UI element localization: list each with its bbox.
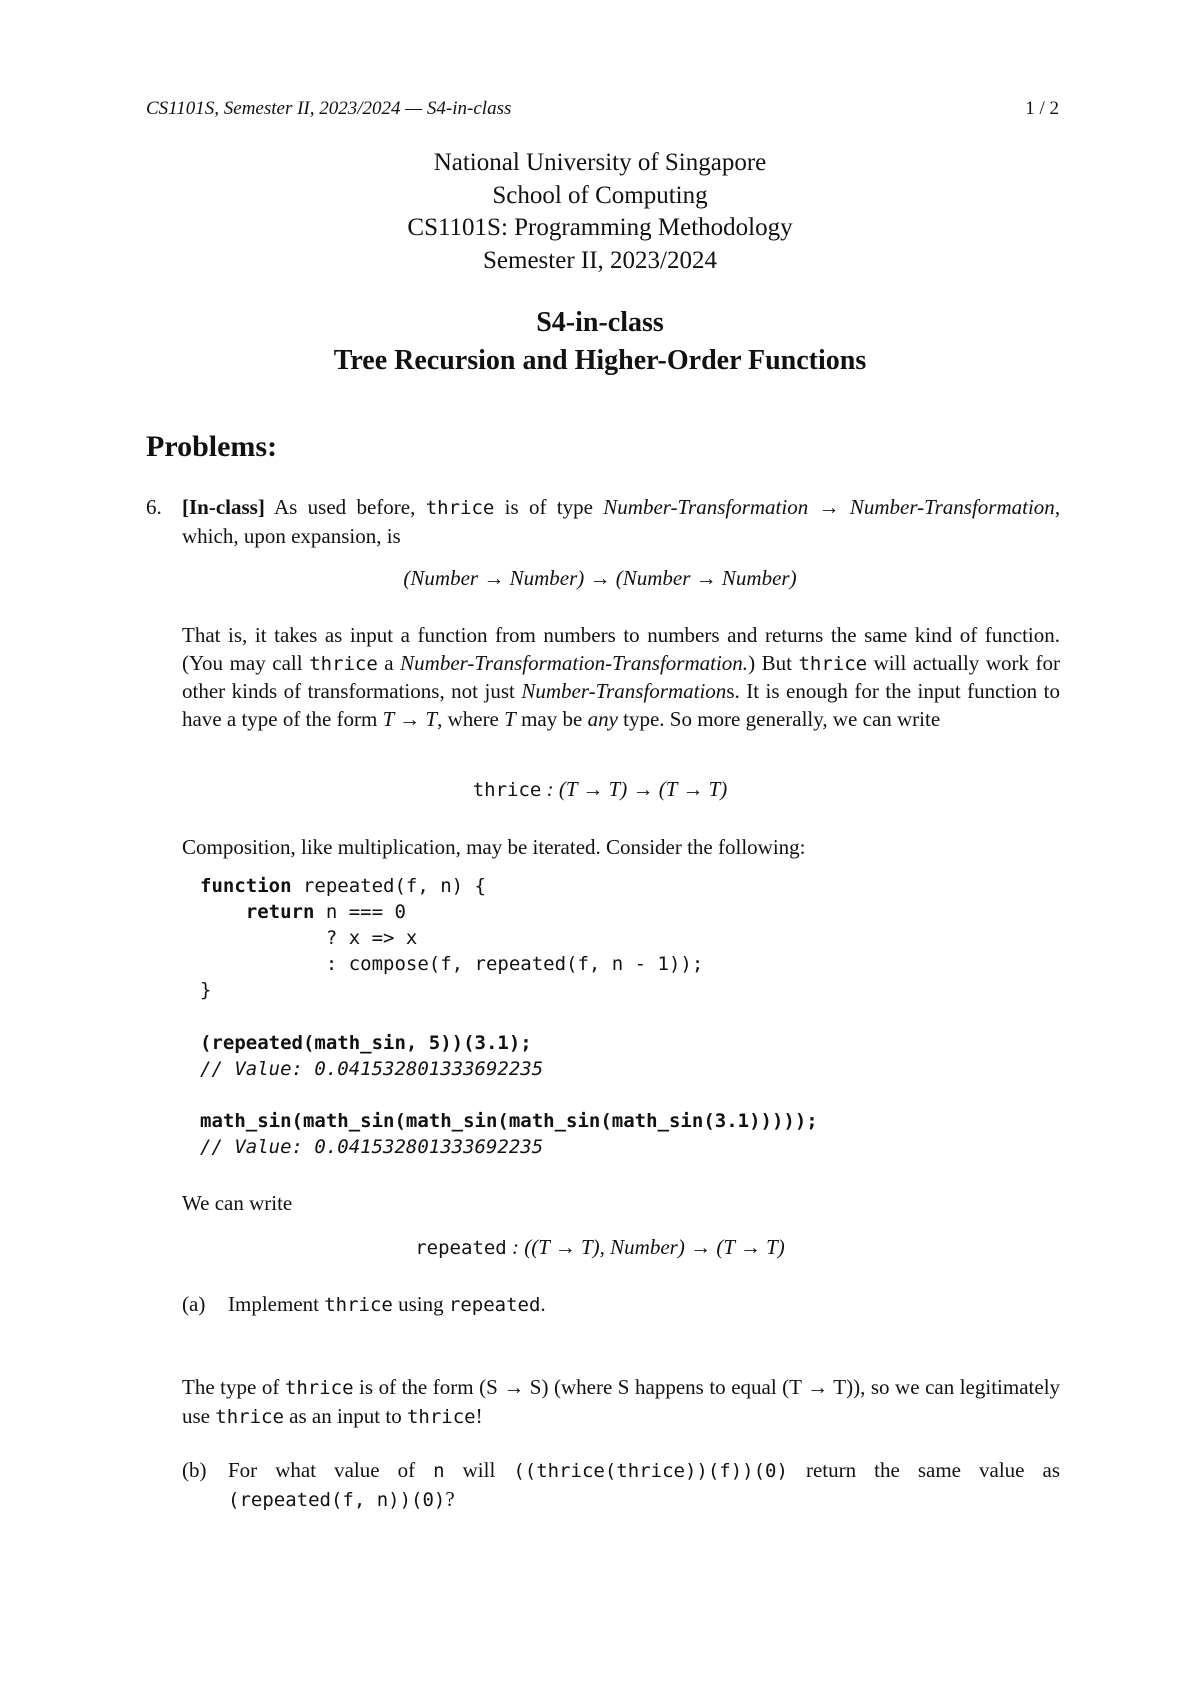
code-line-2: n === 0 <box>314 901 406 923</box>
problem-tag: [In-class] <box>182 495 265 519</box>
part-b-label: (b) <box>182 1458 207 1482</box>
code-line-5: } <box>200 979 212 1001</box>
code-repeated: repeated <box>448 1294 541 1316</box>
part-a <box>182 1291 1060 1320</box>
part-b <box>182 1457 1061 1514</box>
p2-text-9: , where <box>437 706 499 731</box>
page-number: 1 / 2 <box>1025 98 1059 119</box>
title-line-2: Tree Recursion and Higher-Order Functions <box>333 345 867 376</box>
section-heading: Problems: <box>146 430 278 463</box>
course-name: CS1101S: Programming Methodology <box>407 214 793 241</box>
part-a-text-2: using <box>398 1292 444 1316</box>
p2-text-3: Number-Transformation-Transformation. <box>400 650 749 675</box>
code-line-1: repeated(f, n) { <box>291 875 486 897</box>
code-thrice: thrice <box>472 779 542 801</box>
university-name: National University of Singapore <box>433 149 767 176</box>
part-b-text-4: ? <box>445 1486 455 1511</box>
p2-text-12: any <box>587 706 618 731</box>
composition-text: Composition, like multiplication, may be iterated. Consider the following: <box>182 835 806 859</box>
semester-name: Semester II, 2023/2024 <box>483 246 717 274</box>
school-name: School of Computing <box>492 181 708 209</box>
institution-block <box>0 147 1200 277</box>
code-line-2-kw: return <box>200 901 315 923</box>
repeated-signature <box>0 1235 1200 1260</box>
problem-intro <box>146 494 1061 550</box>
type-name: Number-Transformation → Number-Transformation <box>603 495 1055 519</box>
p2-text-1: That is, it takes as input a function from numbers to numbers and returns the same kind of function. (You may call <box>182 623 1060 675</box>
p3-text-2: is of the form (S → S) (where S happens to equal (T → T)), so we can legitimately use <box>182 1375 1061 1428</box>
code-block-example-2 <box>200 1108 818 1160</box>
p2-text-10: T <box>504 706 516 731</box>
code-line-3: ? x => x <box>200 927 418 949</box>
p2-text-7: s. It is enough for the input function to have a type of the form <box>182 679 1060 731</box>
p2-text-11: may be <box>521 706 583 731</box>
paragraph-3 <box>182 1374 1060 1431</box>
code-block-repeated <box>200 873 703 1003</box>
code-comment-1: // Value: 0.041532801333692235 <box>200 1058 544 1080</box>
part-b-code-1: ((thrice(thrice))(f))(0) <box>513 1460 788 1482</box>
code-n: n <box>433 1460 445 1482</box>
code-thrice: thrice <box>215 1405 284 1428</box>
part-a-text-1: Implement <box>228 1292 319 1316</box>
code-thrice: thrice <box>309 652 378 675</box>
expansion-formula: (Number → Number) → (Number → Number) <box>403 566 797 590</box>
p2-text-4: ) But <box>748 650 792 675</box>
part-b-text-2: will <box>462 1458 496 1482</box>
p3-text-1: The type of <box>182 1375 280 1399</box>
p2-text-13: type. So more generally, we can write <box>623 706 941 731</box>
code-thrice: thrice <box>425 497 495 519</box>
p2-text-6: Number-Transformation <box>521 679 727 703</box>
we-can-write: We can write <box>182 1191 293 1215</box>
part-a-text-3: . <box>540 1292 546 1316</box>
part-b-code-2: (repeated(f, n))(0) <box>228 1488 446 1511</box>
problem-number: 6. <box>146 495 162 519</box>
thrice-signature <box>0 777 1200 802</box>
repeated-sig-formula: : ((T → T), Number) → (T → T) <box>511 1235 785 1259</box>
code-thrice: thrice <box>798 652 868 675</box>
code-block-example-1 <box>200 1030 543 1082</box>
paragraph-2 <box>182 622 1060 733</box>
document-title <box>0 304 1200 380</box>
intro-text-3: , which, upon expansion, is <box>182 495 1061 548</box>
code-thrice: thrice <box>284 1377 354 1399</box>
header-title: CS1101S, Semester II, 2023/2024 — S4-in-class <box>146 98 512 119</box>
p3-text-3: as an input to <box>289 1403 402 1428</box>
running-header <box>146 98 1059 120</box>
p3-text-4: ! <box>475 1403 483 1428</box>
p2-text-2: a <box>384 650 394 675</box>
code-comment-2: // Value: 0.041532801333692235 <box>200 1136 544 1158</box>
title-line-1: S4-in-class <box>536 307 664 338</box>
thrice-sig-formula: : (T → T) → (T → T) <box>546 777 728 801</box>
code-example-2: math_sin(math_sin(math_sin(math_sin(math_sin(3.1))))); <box>200 1110 818 1132</box>
p2-text-8: T → T <box>382 706 438 731</box>
type-expansion <box>0 566 1200 591</box>
part-b-text-1: For what value of <box>228 1458 416 1482</box>
intro-text-1: As used before, <box>274 495 416 519</box>
code-example-1: (repeated(math_sin, 5))(3.1); <box>200 1032 532 1054</box>
code-thrice: thrice <box>406 1405 476 1428</box>
code-thrice: thrice <box>324 1294 393 1316</box>
code-repeated: repeated <box>415 1237 507 1259</box>
part-b-text-3: return the same value as <box>805 1458 1061 1482</box>
intro-text-2: is of type <box>504 495 593 519</box>
code-line-4: : compose(f, repeated(f, n - 1)); <box>200 953 704 975</box>
code-line-1-kw: function <box>200 875 292 897</box>
part-a-label: (a) <box>182 1292 206 1316</box>
p2-text-5: will actually work for other kinds of transformations, not just <box>182 650 1061 703</box>
